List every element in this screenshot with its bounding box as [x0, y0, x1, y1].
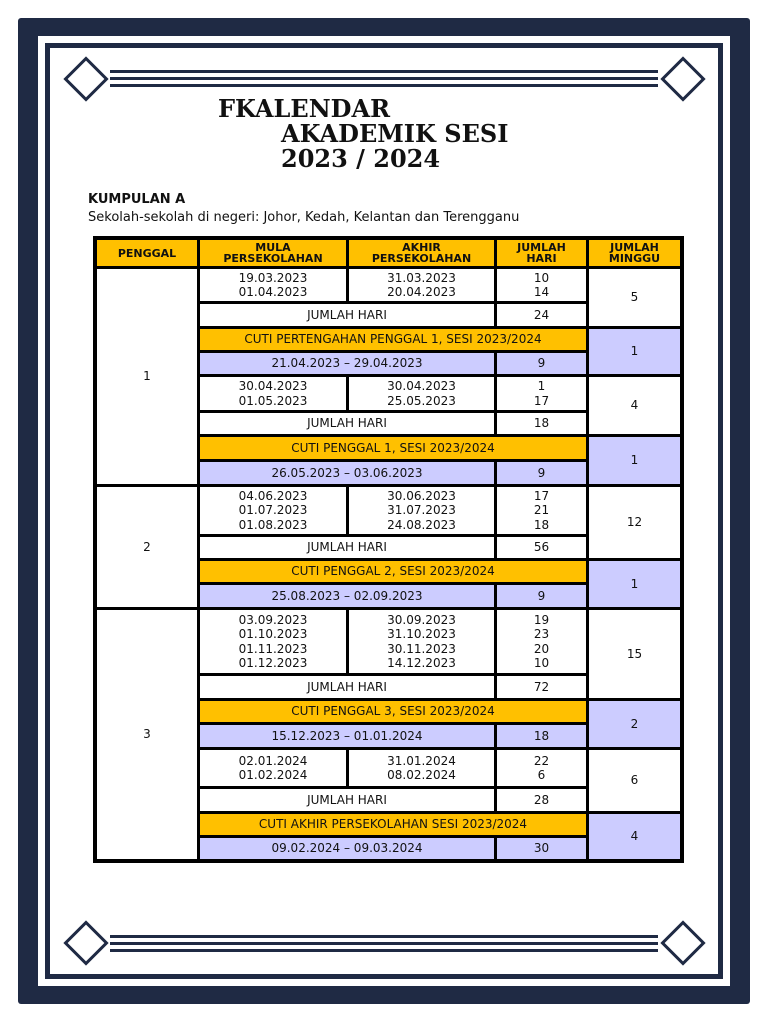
- break-4-range: 15.12.2023 – 01.01.2024: [200, 725, 494, 747]
- block-5-hari: 22 6: [497, 750, 586, 786]
- states-line: Sekolah-sekolah di negeri: Johor, Kedah, Kelantan dan Terengganu: [88, 210, 520, 225]
- break-3-title: CUTI PENGGAL 2, SESI 2023/2024: [200, 561, 586, 582]
- bottom-ornament-line: [110, 949, 658, 952]
- group-label: KUMPULAN A: [88, 192, 186, 207]
- block-4-jumlah-label: JUMLAH HARI: [200, 676, 494, 698]
- top-ornament-line: [110, 70, 658, 73]
- top-ornament-line: [110, 77, 658, 80]
- break-5-minggu: 4: [589, 814, 680, 859]
- header-minggu: JUMLAH MINGGU: [589, 240, 680, 266]
- block-3-jumlah-label: JUMLAH HARI: [200, 537, 494, 558]
- break-2-minggu: 1: [589, 437, 680, 484]
- break-1-range: 21.04.2023 – 29.04.2023: [200, 353, 494, 374]
- block-1-jumlah: 24: [497, 304, 586, 326]
- page-title-line-2: AKADEMIK SESI: [281, 119, 509, 148]
- break-1-title: CUTI PERTENGAHAN PENGGAL 1, SESI 2023/2024: [200, 329, 586, 350]
- break-2-range: 26.05.2023 – 03.06.2023: [200, 462, 494, 484]
- header-mula: MULA PERSEKOLAHAN: [200, 240, 346, 266]
- block-3-jumlah: 56: [497, 537, 586, 558]
- block-3-mula: 04.06.2023 01.07.2023 01.08.2023: [200, 487, 346, 534]
- page-title-line-1: FKALENDAR: [218, 94, 391, 123]
- break-3-minggu: 1: [589, 561, 680, 607]
- block-1-akhir: 31.03.2023 20.04.2023: [349, 269, 494, 301]
- block-1-hari: 10 14: [497, 269, 586, 301]
- block-5-minggu: 6: [589, 750, 680, 811]
- break-1-minggu: 1: [589, 329, 680, 374]
- block-2-jumlah: 18: [497, 413, 586, 434]
- bottom-ornament-line: [110, 935, 658, 938]
- page-title-line-3: 2023 / 2024: [281, 144, 441, 173]
- block-3-akhir: 30.06.2023 31.07.2023 24.08.2023: [349, 487, 494, 534]
- block-3-minggu: 12: [589, 487, 680, 558]
- block-3-hari: 17 21 18: [497, 487, 586, 534]
- block-4-minggu: 15: [589, 610, 680, 698]
- break-1-hari: 9: [497, 353, 586, 374]
- block-4-jumlah: 72: [497, 676, 586, 698]
- header-akhir: AKHIR PERSEKOLAHAN: [349, 240, 494, 266]
- block-2-minggu: 4: [589, 377, 680, 434]
- calendar-table: [93, 236, 684, 863]
- block-2-jumlah-label: JUMLAH HARI: [200, 413, 494, 434]
- block-1-minggu: 5: [589, 269, 680, 326]
- header-penggal: PENGGAL: [97, 240, 197, 266]
- break-3-hari: 9: [497, 585, 586, 607]
- block-4-hari: 19 23 20 10: [497, 610, 586, 673]
- block-5-jumlah-label: JUMLAH HARI: [200, 789, 494, 811]
- break-4-minggu: 2: [589, 701, 680, 747]
- top-ornament-line: [110, 84, 658, 87]
- block-4-akhir: 30.09.2023 31.10.2023 30.11.2023 14.12.2023: [349, 610, 494, 673]
- block-5-jumlah: 28: [497, 789, 586, 811]
- block-1-mula: 19.03.2023 01.04.2023: [200, 269, 346, 301]
- block-2-mula: 30.04.2023 01.05.2023: [200, 377, 346, 410]
- penggal-2: 2: [97, 487, 197, 607]
- break-2-hari: 9: [497, 462, 586, 484]
- break-3-range: 25.08.2023 – 02.09.2023: [200, 585, 494, 607]
- penggal-3: 3: [97, 610, 197, 859]
- block-5-akhir: 31.01.2024 08.02.2024: [349, 750, 494, 786]
- break-4-hari: 18: [497, 725, 586, 747]
- break-5-hari: 30: [497, 838, 586, 859]
- block-1-jumlah-label: JUMLAH HARI: [200, 304, 494, 326]
- block-2-akhir: 30.04.2023 25.05.2023: [349, 377, 494, 410]
- break-5-range: 09.02.2024 – 09.03.2024: [200, 838, 494, 859]
- header-hari: JUMLAH HARI: [497, 240, 586, 266]
- break-4-title: CUTI PENGGAL 3, SESI 2023/2024: [200, 701, 586, 722]
- bottom-ornament-line: [110, 942, 658, 945]
- block-2-hari: 1 17: [497, 377, 586, 410]
- break-2-title: CUTI PENGGAL 1, SESI 2023/2024: [200, 437, 586, 459]
- block-5-mula: 02.01.2024 01.02.2024: [200, 750, 346, 786]
- block-4-mula: 03.09.2023 01.10.2023 01.11.2023 01.12.2023: [200, 610, 346, 673]
- break-5-title: CUTI AKHIR PERSEKOLAHAN SESI 2023/2024: [200, 814, 586, 835]
- penggal-1: 1: [97, 269, 197, 484]
